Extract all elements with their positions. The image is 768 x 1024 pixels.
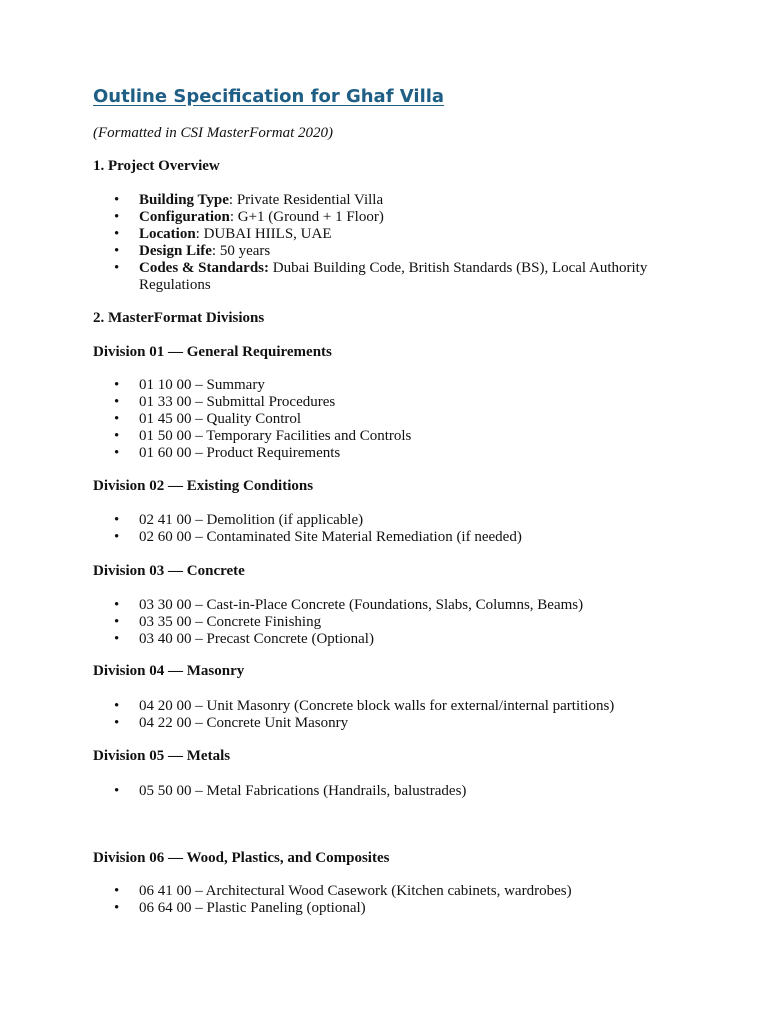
document-title: Outline Specification for Ghaf Villa — [93, 86, 445, 107]
list-item: • 01 10 00 – Summary — [93, 377, 693, 394]
list-item: • 06 64 00 – Plastic Paneling (optional) — [93, 900, 693, 917]
list-item: • 02 60 00 – Contaminated Site Material Remediation (if needed) — [93, 529, 693, 546]
item-value: G+1 (Ground + 1 Floor) — [237, 209, 384, 225]
section-heading-masterformat-divisions: 2. MasterFormat Divisions — [93, 310, 265, 326]
list-item: • 05 50 00 – Metal Fabrications (Handrails, balustrades) — [93, 783, 693, 800]
item-label: Configuration — [139, 209, 230, 225]
list-item: • 04 22 00 – Concrete Unit Masonry — [93, 715, 693, 732]
project-overview-list — [93, 192, 693, 294]
division-heading: Division 03 — Concrete — [93, 563, 245, 579]
item-label: Codes & Standards: — [139, 260, 270, 276]
division-list — [93, 377, 693, 462]
list-item: • 03 40 00 – Precast Concrete (Optional) — [93, 631, 693, 648]
division-list — [93, 597, 693, 648]
list-item — [93, 260, 693, 294]
item-value: Dubai Building Code, British Standards (BS), Local Authority Regulations — [139, 260, 648, 293]
list-item: • 03 30 00 – Cast-in-Place Concrete (Foundations, Slabs, Columns, Beams) — [93, 597, 693, 614]
division-list — [93, 883, 693, 917]
division-list — [93, 698, 693, 732]
division-heading: Division 06 — Wood, Plastics, and Composites — [93, 850, 390, 866]
division-heading: Division 02 — Existing Conditions — [93, 478, 314, 494]
list-item: • 03 35 00 – Concrete Finishing — [93, 614, 693, 631]
list-item: • 01 33 00 – Submittal Procedures — [93, 394, 693, 411]
division-list — [93, 783, 693, 800]
division-heading: Division 05 — Metals — [93, 748, 231, 764]
list-item: • Building Type: Private Residential Villa — [93, 192, 693, 209]
document-subtitle: (Formatted in CSI MasterFormat 2020) — [93, 125, 333, 141]
list-item: • Configuration: G+1 (Ground + 1 Floor) — [93, 209, 693, 226]
list-item: • 02 41 00 – Demolition (if applicable) — [93, 512, 693, 529]
division-heading: Division 04 — Masonry — [93, 663, 245, 679]
list-item: • 04 20 00 – Unit Masonry (Concrete block walls for external/internal partitions) — [93, 698, 693, 715]
item-value: 50 years — [219, 243, 271, 259]
item-value: DUBAI HIILS, UAE — [203, 226, 332, 242]
list-item: • 01 50 00 – Temporary Facilities and Controls — [93, 428, 693, 445]
item-label: Design Life — [139, 243, 212, 259]
list-item: • Location: DUBAI HIILS, UAE — [93, 226, 693, 243]
list-item: • Design Life: 50 years — [93, 243, 693, 260]
list-item: • 01 45 00 – Quality Control — [93, 411, 693, 428]
section-heading-project-overview: 1. Project Overview — [93, 158, 220, 174]
item-label: Building Type — [139, 192, 229, 208]
item-label: Location — [139, 226, 196, 242]
item-value: Private Residential Villa — [236, 192, 384, 208]
division-list — [93, 512, 693, 546]
list-item: • 06 41 00 – Architectural Wood Casework (Kitchen cabinets, wardrobes) — [93, 883, 693, 900]
division-heading: Division 01 — General Requirements — [93, 344, 332, 360]
list-item: • 01 60 00 – Product Requirements — [93, 445, 693, 462]
